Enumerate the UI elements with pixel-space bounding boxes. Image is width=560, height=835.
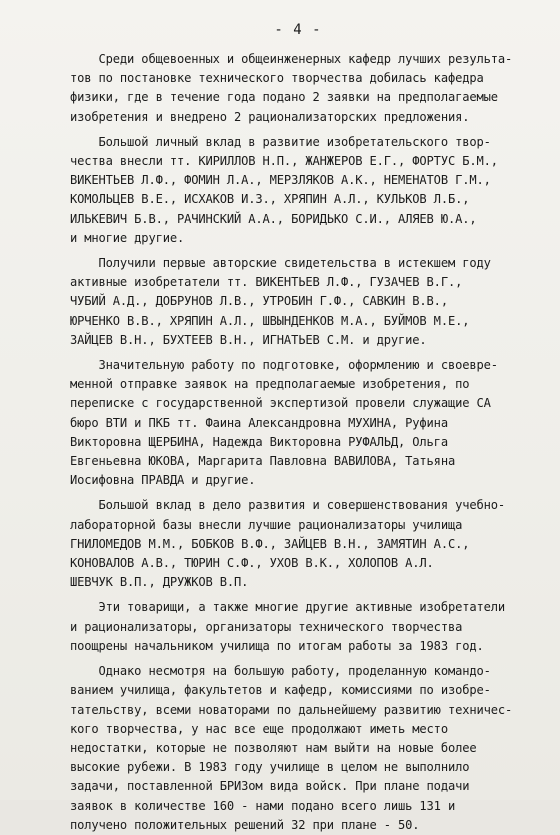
- paragraph: [70, 662, 526, 835]
- text-line: заявок в количестве 160 - нами подано всего лишь 131 и: [70, 798, 456, 813]
- text-line: тов по постановке технического творчества добилась кафедра: [70, 71, 484, 86]
- document-body: [70, 50, 526, 835]
- paragraph: [70, 133, 526, 248]
- text-line: Получили первые авторские свидетельства в истекшем году: [70, 256, 491, 271]
- text-line: менной отправке заявок на предполагаемые изобретения, по: [70, 377, 470, 392]
- text-line: кого творчества, у нас все еще продолжают иметь место: [70, 721, 448, 736]
- text-line: Евгеньевна ЮКОВА, Маргарита Павловна ВАВИЛОВА, Татьяна: [70, 454, 456, 469]
- text-line: Однако несмотря на большую работу, проделанную командо-: [70, 664, 491, 679]
- paragraph: [70, 50, 526, 127]
- text-line: и рационализаторы, организаторы технического творчества: [70, 619, 463, 634]
- text-line: переписке с государственной экспертизой провели служащие СА: [70, 396, 491, 411]
- text-line: активные изобретатели тт. ВИКЕНТЬЕВ Л.Ф., ГУЗАЧЕВ В.Г.,: [70, 275, 463, 290]
- text-line: ГНИЛОМЕДОВ М.М., БОБКОВ В.Ф., ЗАЙЦЕВ В.Н., ЗАМЯТИН А.С.,: [70, 536, 470, 551]
- paragraph: [70, 496, 526, 592]
- text-line: ЗАЙЦЕВ В.Н., БУХТЕЕВ В.Н., ИГНАТЬЕВ С.М. и другие.: [70, 332, 427, 347]
- text-line: ЮРЧЕНКО В.В., ХРЯПИН А.Л., ШВЫНДЕНКОВ М.А., БУЙМОВ М.Е.,: [70, 313, 470, 328]
- text-line: поощрены начальником училища по итогам работы за 1983 год.: [70, 638, 484, 653]
- paragraph: [70, 254, 526, 350]
- text-line: лабораторной базы внесли лучшие рационализаторы училища: [70, 517, 463, 532]
- text-line: изобретения и внедрено 2 рационализаторских предложения.: [70, 109, 470, 124]
- text-line: ванием училища, факультетов и кафедр, комиссиями по изобре-: [70, 683, 491, 698]
- text-line: тательству, всеми новаторами по дальнейшему развитию техничес-: [70, 702, 513, 717]
- paragraph: [70, 598, 526, 656]
- text-line: ШЕВЧУК В.П., ДРУЖКОВ В.П.: [70, 575, 249, 590]
- text-line: ЧУБИЙ А.Д., ДОБРУНОВ Л.В., УТРОБИН Г.Ф., САВКИН В.В.,: [70, 294, 448, 309]
- text-line: бюро ВТИ и ПКБ тт. Фаина Александровна МУХИНА, Руфина: [70, 415, 448, 430]
- text-line: высокие рубежи. В 1983 году училище в целом не выполнило: [70, 760, 470, 775]
- text-line: Большой личный вклад в развитие изобретательского твор-: [70, 134, 491, 149]
- text-line: Большой вклад в дело развития и совершенствования учебно-: [70, 498, 505, 513]
- text-line: Значительную работу по подготовке, оформлению и своевре-: [70, 358, 498, 373]
- text-line: ВИКЕНТЬЕВ Л.Ф., ФОМИН Л.А., МЕРЗЛЯКОВ А.К., НЕМЕНАТОВ Г.М.,: [70, 173, 491, 188]
- text-line: недостатки, которые не позволяют нам выйти на новые более: [70, 740, 477, 755]
- text-line: КОМОЛЬЦЕВ В.Е., ИСХАКОВ И.З., ХРЯПИН А.Л., КУЛЬКОВ Л.Б.,: [70, 192, 470, 207]
- text-line: физики, где в течение года подано 2 заявки на предполагаемые: [70, 90, 498, 105]
- text-line: и многие другие.: [70, 230, 185, 245]
- text-line: КОНОВАЛОВ А.В., ТЮРИН С.Ф., УХОВ В.К., ХОЛОПОВ А.Л.: [70, 556, 434, 571]
- text-line: задачи, поставленной БРИЗом вида войск. При плане подачи: [70, 779, 470, 794]
- text-line: Среди общевоенных и общеинженерных кафедр лучших результа-: [70, 52, 513, 66]
- text-line: получено положительных решений 32 при плане - 50.: [70, 817, 420, 832]
- text-line: чества внесли тт. КИРИЛЛОВ Н.П., ЖАНЖЕРОВ Е.Г., ФОРТУС Б.М.,: [70, 154, 498, 169]
- paragraph: [70, 356, 526, 490]
- text-line: Иосифовна ПРАВДА и другие.: [70, 473, 256, 488]
- text-line: Эти товарищи, а также многие другие активные изобретатели: [70, 600, 505, 615]
- page-number: - 4 -: [274, 22, 322, 38]
- text-line: ИЛЬКЕВИЧ Б.В., РАЧИНСКИЙ А.А., БОРИДЬКО С.И., АЛЯЕВ Ю.А.,: [70, 211, 477, 226]
- text-line: Викторовна ЩЕРБИНА, Надежда Викторовна РУФАЛЬД, Ольга: [70, 434, 448, 449]
